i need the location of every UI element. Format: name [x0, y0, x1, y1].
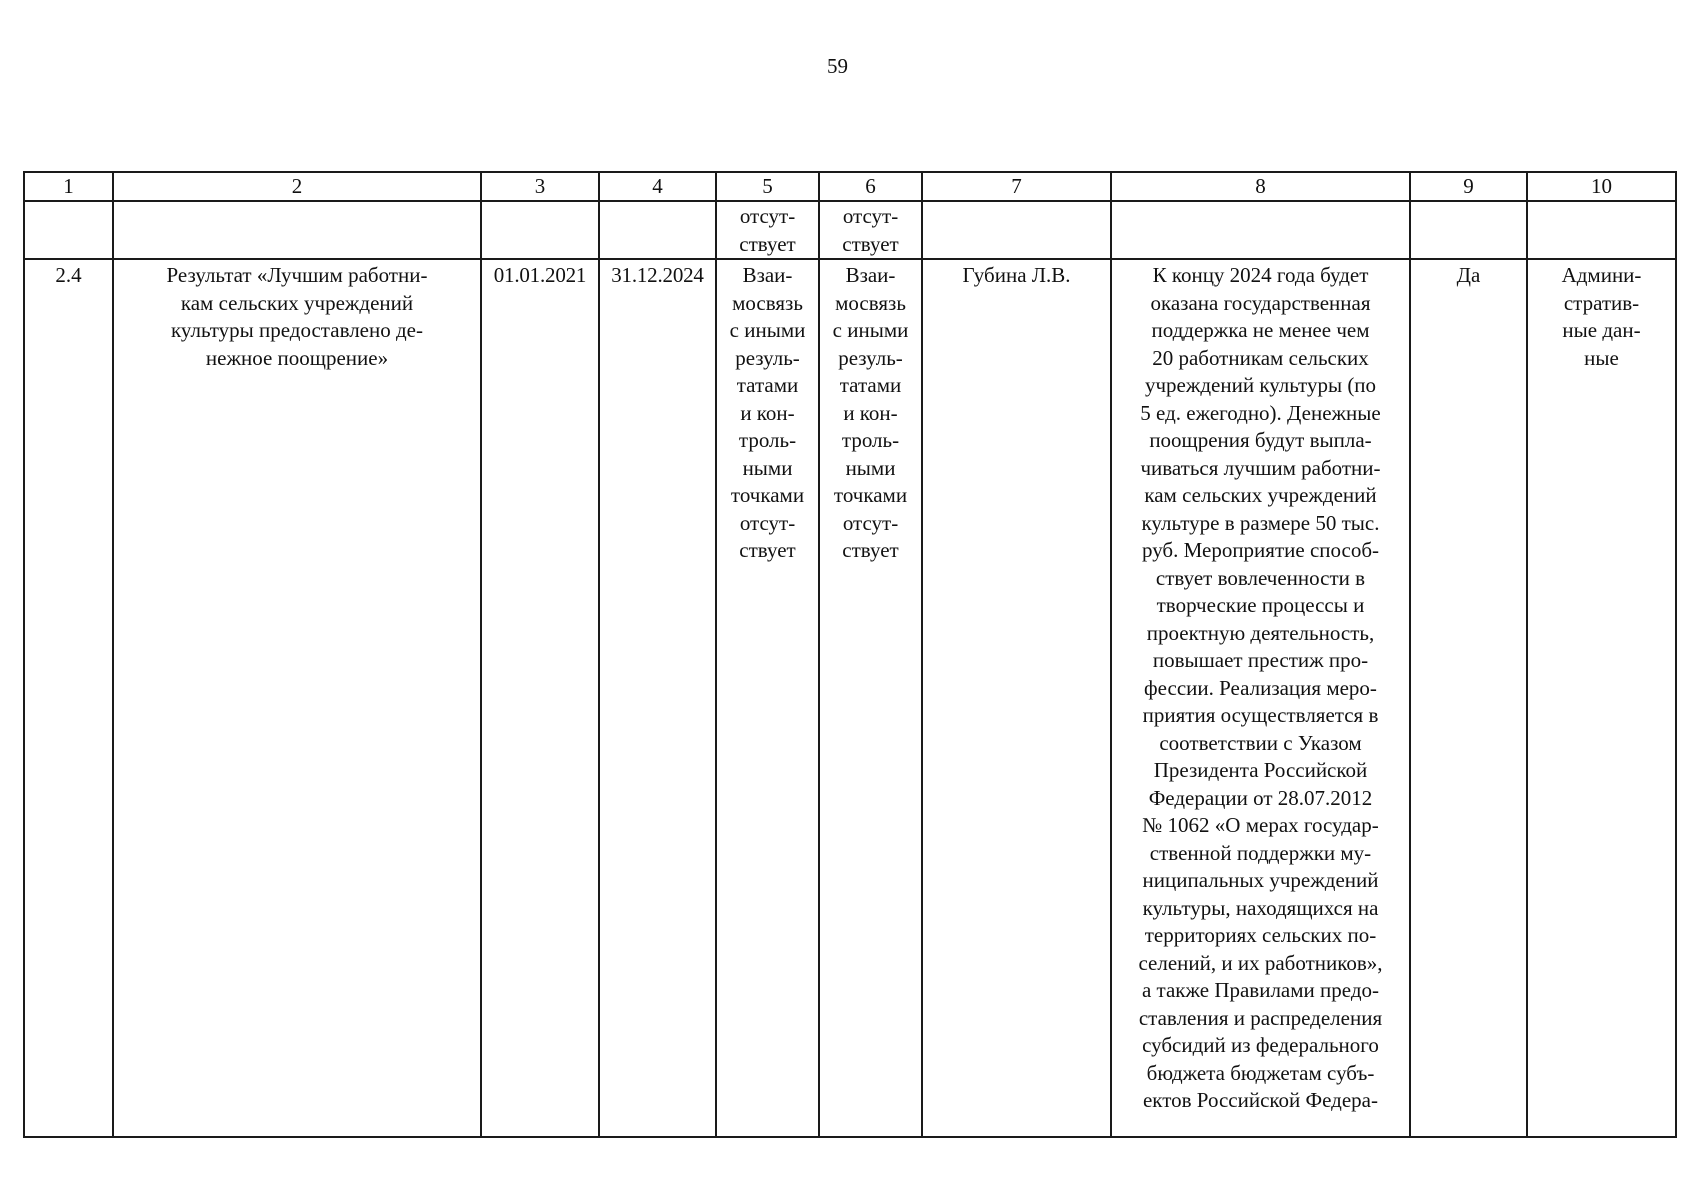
column-number: 10	[1527, 172, 1676, 201]
interrelation-text: Взаи- мосвязь с иными резуль- татами и кон- троль- ными точками отсут- ствует	[832, 263, 909, 562]
column-number: 1	[24, 172, 113, 201]
column-number: 7	[922, 172, 1111, 201]
responsible-person: Губина Л.В.	[922, 259, 1111, 1137]
data-source-text: Админи- стратив- ные дан- ные	[1561, 263, 1642, 370]
continuation-row	[24, 201, 1676, 259]
table-cell	[1527, 201, 1676, 259]
column-number: 2	[113, 172, 481, 201]
table-cell	[922, 201, 1111, 259]
table-cell	[599, 201, 716, 259]
column-number: 3	[481, 172, 599, 201]
interrelation-cell	[819, 201, 922, 259]
table-cell	[1111, 201, 1410, 259]
column-number: 5	[716, 172, 819, 201]
table-row	[24, 259, 1676, 1137]
data-source-cell	[1527, 259, 1676, 1137]
result-name-cell	[113, 259, 481, 1137]
interrelation-cell	[819, 259, 922, 1137]
table-cell	[113, 201, 481, 259]
interrelation-cell	[716, 201, 819, 259]
interrelation-text: отсут- ствует	[842, 204, 899, 256]
interrelation-text: Взаи- мосвязь с иными резуль- татами и кон- троль- ными точками отсут- ствует	[729, 263, 806, 562]
page-number: 59	[827, 54, 848, 78]
table-cell	[481, 201, 599, 259]
end-date: 31.12.2024	[599, 259, 716, 1137]
flag-cell: Да	[1410, 259, 1527, 1137]
table-cell	[24, 201, 113, 259]
column-number: 9	[1410, 172, 1527, 201]
start-date: 01.01.2021	[481, 259, 599, 1137]
table-cell	[1410, 201, 1527, 259]
interrelation-text: отсут- ствует	[739, 204, 796, 256]
column-number: 4	[599, 172, 716, 201]
description-cell	[1111, 259, 1410, 1137]
row-number: 2.4	[24, 259, 113, 1137]
interrelation-cell	[716, 259, 819, 1137]
column-number: 6	[819, 172, 922, 201]
result-name: Результат «Лучшим работни- кам сельских учреждений культуры предоставлено де- нежное поощрение»	[166, 263, 428, 370]
results-table	[23, 171, 1677, 1138]
description-text: К концу 2024 года будет оказана государственная поддержка не менее чем 20 работникам сельских учреждений культуры (по 5 ед. ежегодно). Денежные поощрения будут выпла- чиваться лучшим работни- кам сельских учреждений культуре в размере 50 тыс. руб. Мероприятие способ- ствует вовлеченности в творческие процессы и проектную деятельность, повышает престиж про- фессии. Реализация меро- приятия осуществляется в соответствии с Указом Президента Российской Федерации от 28.07.2012 № 1062 «О мерах государ- ственной поддержки му- ниципальных учреждений культуры, находящихся на территориях сельских по- селений, и их работников», а также Правилами предо- ставления и распределения субсидий из федерального бюджета бюджетам субъ- ектов Российской Федера-	[1138, 263, 1383, 1112]
column-number: 8	[1111, 172, 1410, 201]
column-number-row	[24, 172, 1676, 201]
